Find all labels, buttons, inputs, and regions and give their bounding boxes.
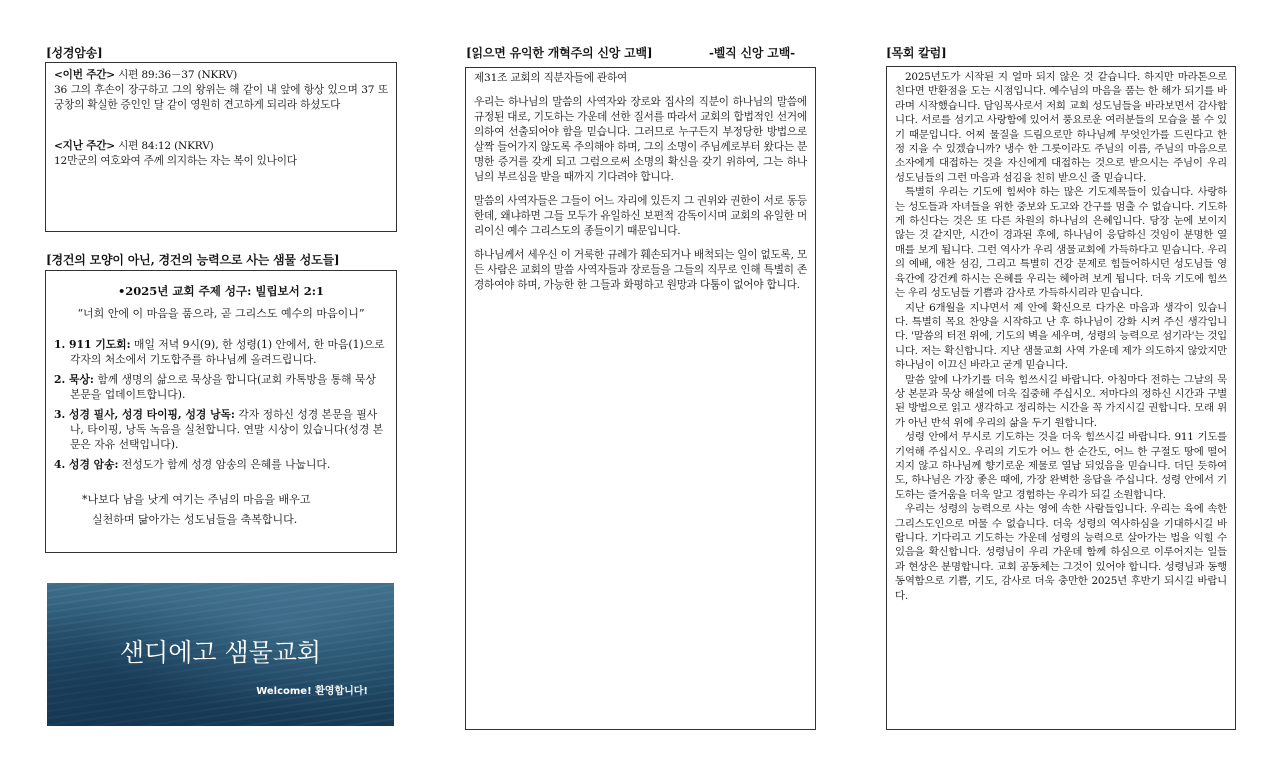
- theme-list: [54, 337, 388, 472]
- list-item: 2. 묵상: 함께 생명의 삶으로 묵상을 합니다(교회 카톡방을 통해 묵상 본문을 업데이트합니다).: [54, 373, 376, 401]
- memory-header: [성경암송]: [46, 46, 103, 60]
- confession-paragraph: 우리는 하나님의 말씀의 사역자와 장로와 집사의 직분이 하나님의 말씀에 규정된 대로, 기도하는 가운데 선한 질서를 따라서 교회의 합법적인 선거에 의하여 선출되어야 함을 믿습니다. 그러므로 누구든지 부정당한 방법으로 살짝 들어가지 않도록 주의해야 하며, 그의 소명이 주님께로부터 왔다는 분명한 증거를 갖게 되고 그럼으로써 소명의 확신을 갖기 위하여, 그는 하나님의 부르심을 받을 때까지 기다려야 합니다.: [474, 96, 807, 183]
- last-week-line: [54, 139, 388, 154]
- this-week-ref: 시편 89:36－37 (NKRV): [114, 69, 238, 81]
- closing-line-2: 실천하며 닮아가는 성도님들을 축복합니다.: [92, 513, 298, 526]
- confession-header: [읽으면 유익한 개혁주의 신앙 고백]: [466, 46, 653, 60]
- church-name: 샌디에고 샘물교회: [119, 638, 322, 667]
- welcome-text: Welcome! 환영합니다!: [256, 686, 368, 697]
- list-item: 3. 성경 필사, 성경 타이핑, 성경 낭독: 각자 정하신 성경 본문을 필사나, 타이핑, 낭독 녹음을 실천합니다. 연말 시상이 있습니다(성경 본문은 자유 선택입니다).: [54, 408, 384, 451]
- column-header: [목회 칼럼]: [886, 46, 947, 60]
- confession-box: [465, 67, 816, 730]
- last-week-ref: 시편 84:12 (NKRV): [114, 140, 214, 152]
- church-banner: [47, 583, 394, 726]
- column-paragraph: 지난 6개월을 지나면서 제 안에 확신으로 다가온 마음과 생각이 있습니다. 특별히 목요 찬양을 시작하고 난 후 하나님이 강화 시켜 주신 생각입니다. '말씀의 터전 위에, 기도의 벽을 세우며, 성령의 능력으로 섬기라'는 것입니다. 저는 확신합니다. 지난 샘물교회 사역 가운데 제가 의도하지 않았지만 하나님이 이끄신 바라고 굳게 믿습니다.: [895, 301, 1227, 372]
- this-week-label: <이번 주간>: [54, 69, 115, 81]
- confession-paragraph: 하나님께서 세우신 이 거룩한 규례가 훼손되거나 배척되는 일이 없도록, 모든 사람은 교회의 말씀 사역자들과 장로들을 그들의 직무로 인해 특별히 존경하여야 하며, 가능한 한 그들과 화평하고 원망과 다툼이 없어야 합니다.: [474, 249, 807, 291]
- column-paragraph: 말씀 앞에 나가기를 더욱 힘쓰시길 바랍니다. 아침마다 전하는 그날의 묵상 본문과 묵상 해설에 더욱 집중해 주십시오. 저마다의 정하신 시간과 구별된 방법으로 읽고 생각하고 정리하는 시간을 꼭 가지시길 권합니다. 모래 위가 아닌 반석 위에 우리의 삶을 두기 원합니다.: [895, 373, 1227, 429]
- theme-verse: “너희 안에 이 마음을 품으라, 곧 그리스도 예수의 마음이니”: [77, 307, 365, 320]
- theme-title: •2025년 교회 주제 성구: 빌립보서 2:1: [117, 284, 325, 298]
- confession-paragraph: 말씀의 사역자들은 그들이 어느 자리에 있든지 그 권위와 권한이 서로 동등한데, 왜냐하면 그들 모두가 유일하신 보편적 감독이시며 교회의 유일한 머리이신 예수 그리스도의 종들이기 때문입니다.: [474, 195, 807, 237]
- confession-subheader: -벨직 신앙 고백-: [709, 46, 795, 60]
- pastor-column-box: [886, 66, 1236, 730]
- closing-blessing: [54, 490, 388, 530]
- column-paragraph: 성령 안에서 무시로 기도하는 것을 더욱 힘쓰시길 바랍니다. 911 기도를 기억해 주십시오. 우리의 기도가 어느 한 순간도, 어느 한 구절도 땅에 떨어지지 않고 하나님께 향기로운 제물로 열납 되었음을 믿습니다. 더딘 듯하여도, 하나님은 가장 좋은 때에, 가장 완벽한 응답을 주십니다. 성령 안에서 기도하는 즐거움을 더욱 알고 경험하는 우리가 되길 소원합니다.: [895, 431, 1227, 501]
- closing-line-1: *나보다 남을 낫게 여기는 주님의 마음을 배우고: [82, 493, 311, 506]
- last-week-text: 12만군의 여호와여 주께 의지하는 자는 복이 있나이다: [54, 155, 297, 167]
- list-item: 4. 성경 암송: 전성도가 함께 성경 암송의 은혜를 나눕니다.: [54, 458, 331, 471]
- theme-box: [45, 270, 397, 553]
- article-title: 제31조 교회의 직분자들에 관하여: [474, 72, 628, 84]
- column-paragraph: 2025년도가 시작된 지 얼마 되지 않은 것 같습니다. 하지만 마라톤으로 친다면 반환점을 도는 시점입니다. 예수님의 마음을 품는 한 해가 되기를 바라며 시작했습니다. 담임목사로서 저희 교회 성도님들을 바라보면서 감사합니다. 서로를 섬기고 사랑함에 있어서 풍요로운 여러분들의 모습을 볼 수 있기 때문입니다. 어찌 물질을 드림으로만 하나님께 무엇인가를 드린다고 한정 지을 수 있겠습니까? 냉수 한 그릇이라도 주님의 이름, 주님의 마음으로 소자에게 대접하는 것을 자신에게 대접하는 것으로 받으시는 주님이 우리 성도님들의 그런 마음과 섬김을 친히 받으신 줄 믿습니다.: [895, 71, 1227, 184]
- list-item: 1. 911 기도회: 매일 저녁 9시(9), 한 성령(1) 안에서, 한 마음(1)으로 각자의 처소에서 기도합주를 하나님께 올려드립니다.: [54, 338, 385, 366]
- last-week-label: <지난 주간>: [54, 140, 115, 152]
- column-paragraph: 우리는 성령의 능력으로 사는 영에 속한 사람들입니다. 우리는 육에 속한 그리스도인으로 머물 수 없습니다. 더욱 성령의 역사하심을 기대하시길 바랍니다. 기다리고 기도하는 가운데 성령의 능력으로 살아가는 법을 익힐 수 있음을 확신합니다. 성령님이 우리 가운데 함께 하심으로 이루어지는 일들과 현상은 분명합니다. 교회 공동체는 그것이 있어야 합니다. 성령님과 동행 동역함으로 기쁨, 기도, 감사로 더욱 충만한 2025년 후반기 되시길 바랍니다.: [895, 503, 1227, 602]
- this-week-line: [54, 68, 388, 83]
- memory-verse-box: [45, 62, 397, 232]
- column-paragraph: 특별히 우리는 기도에 힘써야 하는 많은 기도제목들이 있습니다. 사랑하는 성도들과 자녀들을 위한 중보와 도고와 간구를 멈출 수 없습니다. 기도하게 하신다는 것은 또 다른 차원의 하나님의 은혜입니다. 당장 눈에 보이지 않는 것 같지만, 시간이 경과된 후에, 하나님이 응답하신 것임이 분명한 열매를 보게 됩니다. 그런 역사가 우리 샘물교회에 가득하다고 믿습니다. 우리의 예배, 애찬 섬김, 그리고 특별히 건강 문제로 힘들어하시던 성도님들 영육간에 강건케 하시는 은혜를 우리는 헤아려 보게 됩니다. 더욱 기도에 힘쓰는 우리 성도님들 기쁨과 감사로 가득하시리라 믿습니다.: [895, 186, 1227, 300]
- theme-header: [경건의 모양이 아닌, 경건의 능력으로 사는 샘물 성도들]: [46, 253, 340, 267]
- this-week-text: 36 그의 후손이 장구하고 그의 왕위는 해 같이 내 앞에 항상 있으며 37 또 궁창의 확실한 증인인 달 같이 영원히 견고하게 되리라 하셨도다: [54, 84, 388, 111]
